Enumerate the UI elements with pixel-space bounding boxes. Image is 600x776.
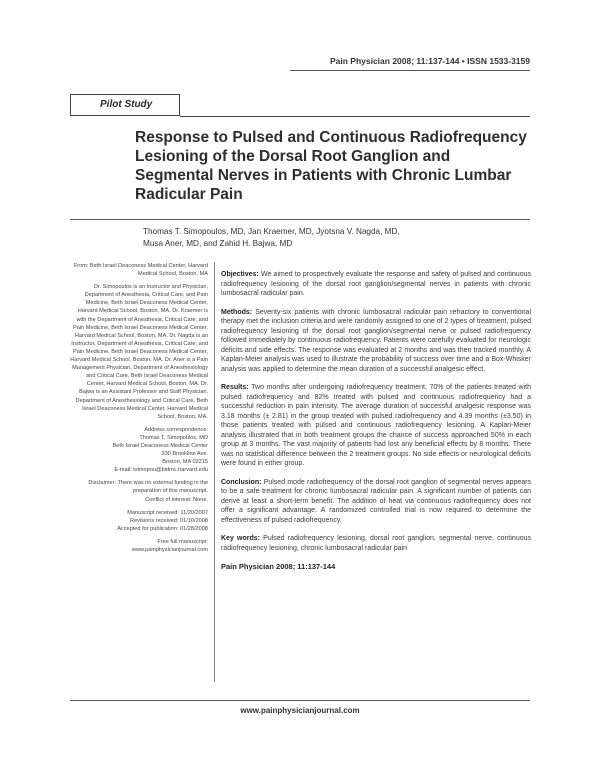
correspondence [70, 426, 208, 475]
results-label: Results: [221, 384, 249, 391]
article-title: Response to Pulsed and Continuous Radiofrequency Lesioning of the Dorsal Root Ganglion and Segmental Nerves in Patients with Chronic Lumbar Radicular Pain [135, 129, 527, 203]
abstract-citation: Pain Physician 2008; 11:137-144 [221, 562, 336, 571]
revised-date: Revisions received: 01/10/2008 [129, 517, 208, 524]
conflict-of-interest: Conflict of interest: None. [145, 496, 208, 503]
conclusion-text: Pulsed mode radiofrequency of the dorsal root ganglion of segmental nerves appears to be a safe treatment for chronic lumbosacral radicular pain. A significant number of patients can derive at least a short-term benefit. The addition of heat via continuous radiofrequency does not offer a significant advantage. A randomized controlled trial is now required to determine the effectiveness of pulsed radiofrequency. [221, 478, 531, 524]
objectives-label: Objectives: [221, 271, 259, 278]
correspondence-street: 330 Brookline Ave. [161, 451, 208, 458]
keywords-label: Key words: [221, 535, 260, 542]
received-date: Manuscript received: 11/20/2007 [127, 509, 208, 516]
disclaimer: Disclaimer: There was no external funding in the preparation of this manuscript. [88, 480, 208, 495]
abstract-results [221, 383, 531, 469]
free-manuscript [70, 538, 208, 554]
correspondence-city: Boston, MA 02215 [162, 459, 208, 466]
objectives-text: We aimed to prospectively evaluate the response and safety of pulsed and continuous radiofrequency lesioning of the dorsal root ganglion/segmental nerves in patients with chronic lumbosacral radicular pain. [221, 271, 531, 297]
sidebar-divider [214, 262, 215, 682]
author-line-2: Musa Aner, MD, and Zahid H. Bajwa, MD [143, 239, 293, 248]
section-label: Pilot Study [70, 94, 180, 116]
section-rule [180, 116, 530, 117]
author-bios: Dr. Simopoulos is an Instructor and Physician, Department of Anesthesia, Critical Care, and Pain Medicine, Beth Israel Deaconess Medical Center, Harvard Medical School, Boston, MA. Dr. Kraemer is with the Department of Anesthesia, Critical Care, and Pain Medicine, Beth Israel Deaconess Medical Center, Harvard Medical School, Boston, MA. Dr. Nagda is an Instructor, Department of Anesthesia, Critical Care, and Pain Medicine, Beth Israel Deaconess Medical Center, Harvard Medical School, Boston, MA. Dr. Aner is a Pain Management Physician, Department of Anesthesiology and Critical Care, Beth Israel Deaconess Medical Center, Harvard Medical School, Boston, MA. Dr. Bajwa is an Assistant Professor and Staff Physician, Department of Anesthesiology and Critical Care, Beth Israel Deaconess Medical Center, Harvard Medical School, Boston, MA. [70, 284, 208, 420]
correspondence-name: Thomas T. Simopoulos, MD [139, 434, 208, 441]
header-rule [290, 70, 530, 71]
methods-label: Methods: [221, 308, 253, 316]
title-rule [70, 219, 530, 220]
free-manuscript-link[interactable]: www.painphysicianjournal.com [131, 547, 208, 553]
affiliation: From: Beth Israel Deaconess Medical Center, Harvard Medical School, Boston, MA [73, 263, 208, 278]
methods-text: Seventy-six patients with chronic lumbosacral radicular pain refractory to conventional therapy met the inclusion criteria and were randomly assigned to one of 2 types of treatment, pulsed radiofrequency lesioning of the dorsal root ganglion/segmental nerve or pulsed radiofrequency followed immediately by continuous radiofrequency. Patients were carefully evaluated for neurologic deficits and side effects. The response was evaluated at 2 months and was then tracked monthly. A Kaplan-Meier analysis was used to illustrate the probability of success over time and a Box-Whisker analysis was applied to determine the mean duration of a successful analgesic effect. [221, 308, 531, 373]
footer-rule [70, 700, 530, 701]
free-manuscript-label: Free full manuscript: [157, 538, 208, 545]
author-list [143, 226, 513, 250]
disclosures [70, 479, 208, 503]
journal-header [0, 0, 600, 76]
manuscript-dates [70, 509, 208, 533]
abstract-keywords [221, 534, 531, 553]
journal-citation: Pain Physician 2008; 11:137-144 • ISSN 1533-3159 [329, 56, 530, 66]
abstract-methods [221, 308, 531, 375]
correspondence-org: Beth Israel Deaconess Medical Center [112, 442, 208, 449]
author-line-1: Thomas T. Simopoulos, MD, Jan Kraemer, MD, Jyotsna V. Nagda, MD, [143, 227, 400, 236]
correspondence-email: E-mail: tsimopou@bidmc.harvard.edu [114, 467, 208, 474]
abstract-objectives [221, 270, 531, 299]
abstract [221, 270, 531, 581]
article-sidebar [70, 262, 208, 559]
abstract-conclusion [221, 478, 531, 526]
keywords-text: Pulsed radiofrequency lesioning, dorsal root ganglion, segmental nerve, continuous radiofrequency lesioning, chronic lumbosacral radicular pain [221, 535, 532, 552]
footer-url[interactable]: www.painphysicianjournal.com [240, 706, 360, 715]
results-text: Two months after undergoing radiofrequency treatment, 70% of the patients treated with pulsed radiofrequency and 82% treated with pulsed and continuous radiofrequency had a successful reduction in pain intensity. The average duration of successful analgesic response was 3.18 months (± 2.81) in the group treated with pulsed radiofrequency and 4.39 months (±3.50) in those patients treated with pulsed and continuous radiofrequency lesioning. A Kaplan-Meier analysis illustrated that in both treatment groups the chance of success approached 50% in each group at 3 months. The vast majority of patients had lost any beneficial effects by 8 months. There was no statistical difference between the 2 treatment groups. No side effects or neurological deficits were found in either group. [221, 384, 531, 467]
conclusion-label: Conclusion: [221, 478, 262, 486]
accepted-date: Accepted for publication: 01/28/2008 [117, 525, 208, 532]
correspondence-label: Address correspondence: [144, 426, 208, 433]
